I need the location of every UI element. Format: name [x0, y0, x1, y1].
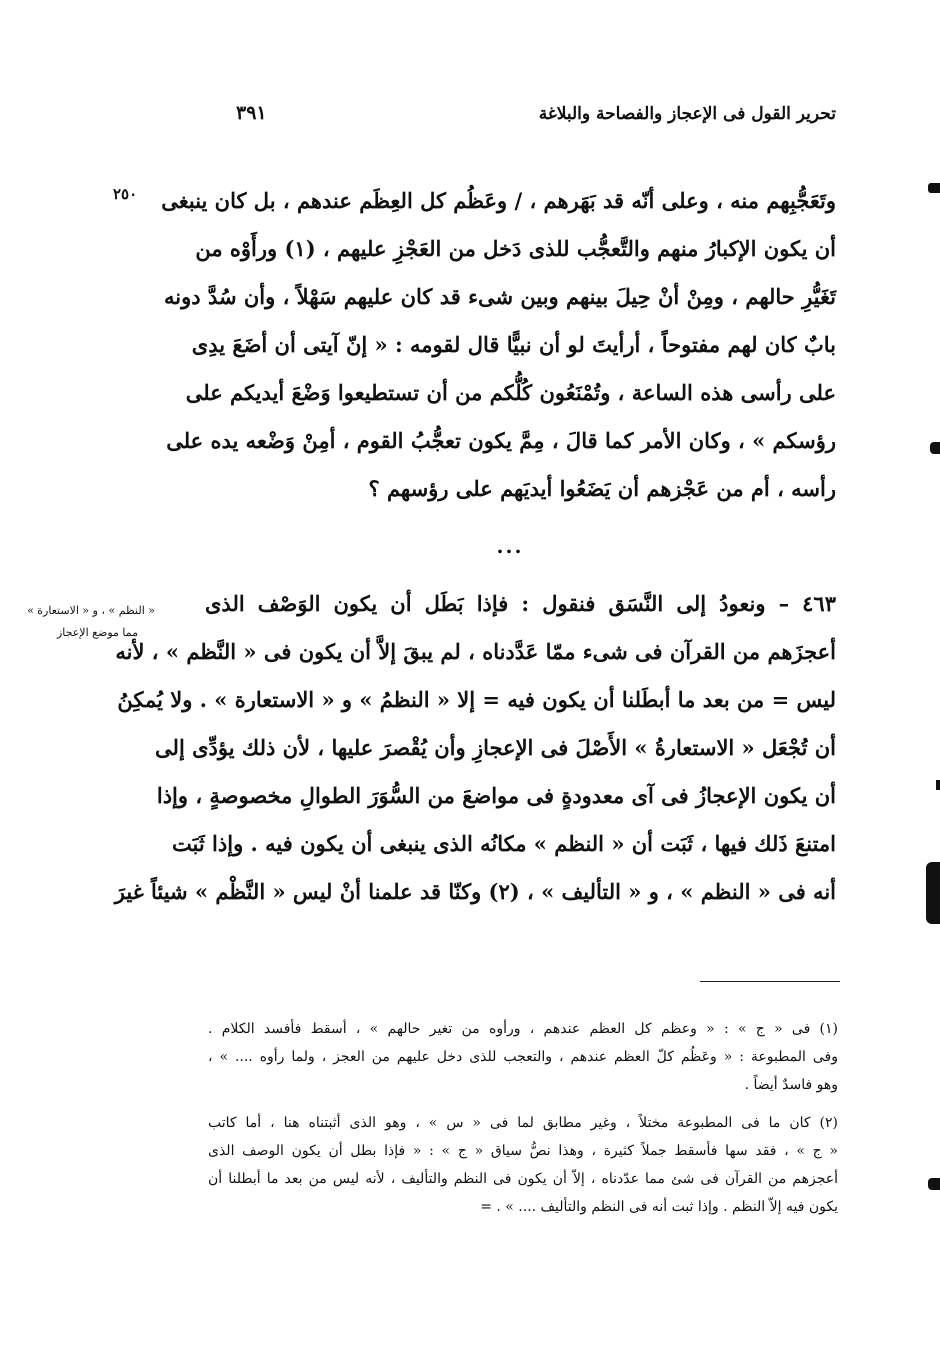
text-line: أنه فى « النظم » ، و « التأليف » ، (٢) وكنّا قد علمنا أنْ ليس « النَّظْم » شيئاً غيرَ — [114, 879, 836, 904]
scan-edge-mark — [936, 780, 940, 790]
margin-note-line: مما موضع الإعجاز — [56, 626, 139, 639]
paragraph-1 — [161, 177, 836, 513]
footnote-line: أعجزهم من القرآن فى شئ مما عدّدناه ، إلاّ أن يكون فى النظم والتأليف ، لأنه ليس من بعد ما أبطلنا أن — [208, 1171, 838, 1187]
footnote-line: وهو فاسدٌ أيضاً . — [744, 1077, 838, 1093]
footnote-separator — [700, 981, 840, 982]
footnote-2 — [208, 1109, 838, 1221]
text-line: على رأسى هذه الساعة ، وتُمْنَعُون كُلُّكم من أن تستطيعوا وَضْعَ أيديكم على — [185, 380, 836, 405]
page-number: ٣٩١ — [236, 102, 267, 124]
running-title: تحرير القول فى الإعجاز والفصاحة والبلاغة — [538, 104, 836, 124]
footnotes — [208, 1015, 838, 1231]
paragraph-2 — [114, 580, 836, 916]
footnote-line: (٢) كان ما فى المطبوعة مختلاً ، وغير مطابق لما فى « س » ، وهو الذى أثبتناه هنا ، أما كاتب — [208, 1115, 838, 1131]
text-line: أن يكون الإعجازُ فى آى معدودةٍ فى مواضعَ من السُّوَرَ الطوالِ مخصوصةٍ ، وإذا — [156, 783, 836, 808]
footnote-line: يكون فيه إلاّ النظم . وإذا ثبت أنه فى النظم والتأليف .... » . = — [480, 1199, 838, 1215]
text-line: أعجزَهم من القرآن فى شىء ممّا عَدَّدناه ، لم يبقَ إلاَّ أن يكون فى « النَّظم » ، لأنه — [115, 639, 836, 664]
page-header — [236, 104, 836, 134]
text-line: رؤسكم » ، وكان الأمر كما قالَ ، مِمَّ يكون تعجُّبُ القوم ، أمِنْ وَضْعه يده على — [166, 428, 836, 453]
footnote-line: (١) فى « ج » : « وعظم كل العظم عندهم ، ورأوه من تغير حالهم » ، أسقط فأفسد الكلام . — [208, 1021, 838, 1037]
scan-edge-mark — [928, 1178, 940, 1190]
text-line: ليس = من بعد ما أبطَلنا أن يكون فيه = إلا « النظمُ » و « الاستعارة » . ولا يُمكِنُ — [117, 687, 836, 712]
text-line: أن يكون الإكبارُ منهم والتَّعجُّب للذى دَخل من العَجْزِ عليهم ، (١) ورأَوْه من — [195, 236, 836, 261]
section-break-dots: ... — [496, 534, 524, 558]
text-line: بابٌ كان لهم مفتوحاً ، أرأيتَ لو أن نبيًّا قال لقومه : « إنّ آيتى أن أضَعَ يدِى — [191, 332, 836, 357]
footnote-line: وفى المطبوعة : « وعَظُم كلّ العظم عندهم ، والتعجب للذى دخل عليهم من العجز ، ولما رأوه .... » ، — [208, 1049, 838, 1065]
text-line: رأسه ، أم من عَجْزهم أن يَضَعُوا أيديَهم على رؤسهم ؟ — [368, 476, 836, 501]
scan-edge-mark — [928, 183, 940, 193]
margin-reference-number: ٢٥٠ — [113, 185, 138, 203]
scan-edge-mark — [926, 862, 940, 924]
footnote-line: « ج » ، فقد سها فأسقط جملاً كثيرة ، وهذا نصُّ سياق « ج » : « فإذا بطل أن يكون الوصف الذى — [208, 1143, 838, 1159]
text-line: تَغَيُّرِ حالهم ، ومِنْ أنْ حِيلَ بينهم وبين شىء قد كان عليهم سَهْلاً ، وأن سُدَّ دونه — [164, 284, 836, 309]
text-line: ٤٦٣ – ونعودُ إلى النَّسَق فنقول : فإذا بَطَل أن يكون الوَصْف الذى — [205, 591, 836, 616]
footnote-1 — [208, 1015, 838, 1099]
text-line: أن تُجْعَل « الاستعارةُ » الأَصْلَ فى الإعجازِ وأن يُقْصرَ عليها ، لأن ذلك يؤدِّى إلى — [155, 735, 836, 760]
scan-edge-mark — [930, 442, 940, 454]
margin-note-line: « النظم » ، و « الاستعارة » — [27, 604, 155, 617]
text-line: وتَعَجُّبِهم منه ، وعلى أنّه قد بَهَرهم ، / وعَظُم كل العِظَم عندهم ، بل كان ينبغى — [161, 188, 836, 213]
text-line: امتنعَ ذَلك فيها ، ثَبَت أن « النظم » مكانُه الذى ينبغى أن يكون فيه . وإذا ثَبَت — [171, 831, 836, 856]
